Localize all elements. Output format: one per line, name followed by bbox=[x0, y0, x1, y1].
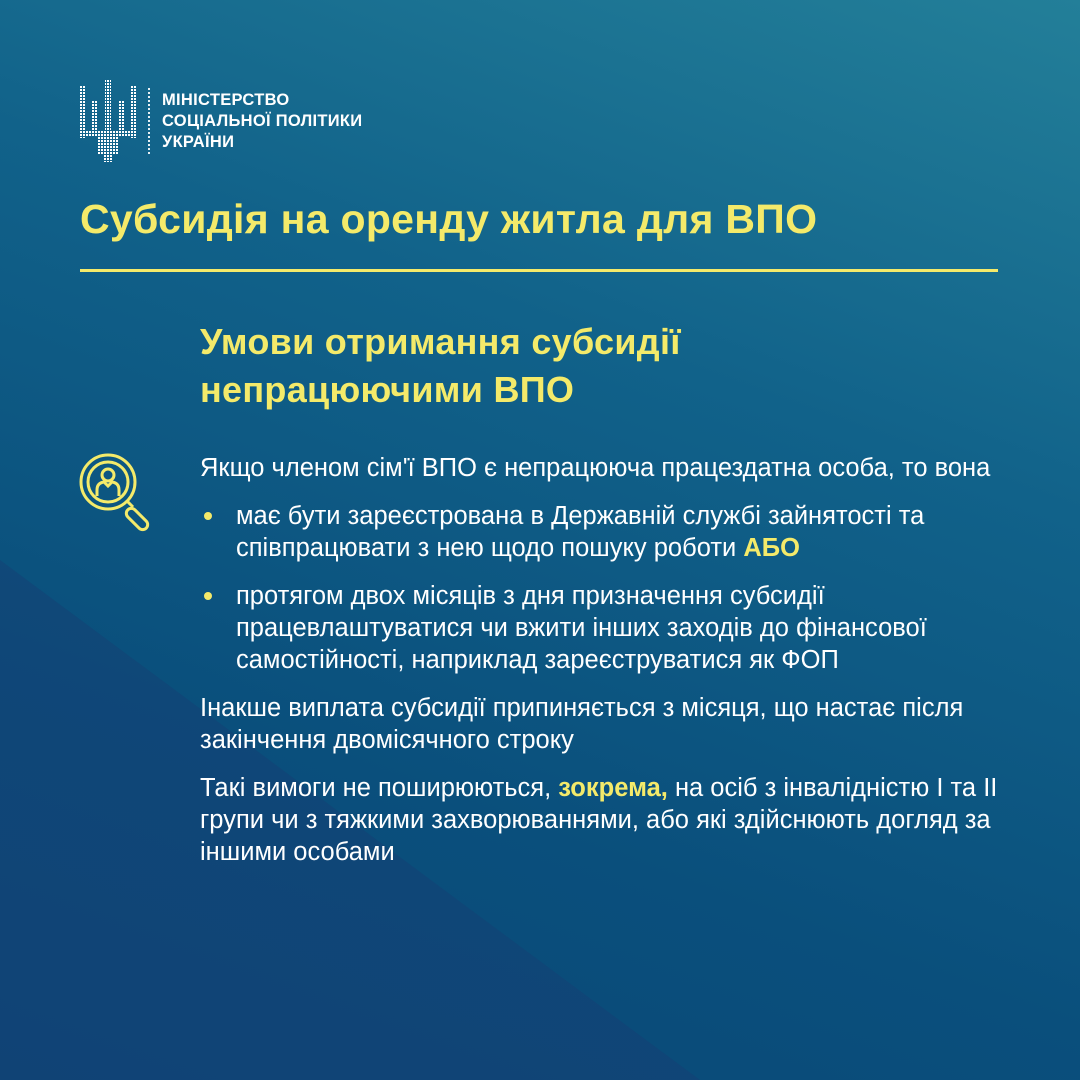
section-subtitle bbox=[200, 318, 681, 414]
bullet-icon bbox=[204, 592, 212, 600]
exceptions-after: на осіб з інвалідністю І та ІІ групи чи з тяжкими захворюваннями, або які здійснюють догляд за іншими особами bbox=[200, 774, 998, 866]
ministry-logo bbox=[80, 80, 362, 162]
list-item bbox=[200, 500, 1020, 564]
exceptions-before: Такі вимоги не поширюються, bbox=[200, 774, 559, 802]
intro-text: Якщо членом сім'ї ВПО є непрацююча працездатна особа, то вона bbox=[200, 454, 991, 482]
exceptions-highlight: зокрема, bbox=[558, 774, 668, 802]
otherwise-text: Інакше виплата субсидії припиняється з місяця, що настає після закінчення двомісячного строку bbox=[200, 694, 964, 754]
title-divider bbox=[80, 269, 998, 272]
list-item bbox=[200, 580, 1020, 676]
logo-divider bbox=[148, 88, 150, 154]
magnifier-person-icon bbox=[76, 450, 162, 536]
bullet-highlight: АБО bbox=[743, 534, 800, 562]
ministry-line: МІНІСТЕРСТВО bbox=[162, 90, 290, 109]
subtitle-line: непрацюючими ВПО bbox=[200, 369, 575, 410]
page-title: Субсидія на оренду житла для ВПО bbox=[80, 196, 818, 242]
bullet-text: протягом двох місяців з дня призначення субсидії працевлаштуватися чи вжити інших заходів до фінансової самостійності, наприклад зареєструватися як ФОП bbox=[236, 582, 927, 674]
ministry-name bbox=[162, 90, 362, 153]
trident-coat-of-arms-icon bbox=[80, 80, 136, 162]
exceptions-text bbox=[200, 772, 1020, 868]
bullet-icon bbox=[204, 512, 212, 520]
subtitle-line: Умови отримання субсидії bbox=[200, 321, 681, 362]
conditions-list bbox=[200, 500, 1020, 676]
ministry-line: УКРАЇНИ bbox=[162, 132, 235, 151]
bullet-text: має бути зареєстрована в Державній службі зайнятості та співпрацювати з нею щодо пошуку роботи bbox=[236, 502, 925, 562]
content-body bbox=[200, 452, 1020, 884]
ministry-line: СОЦІАЛЬНОЇ ПОЛІТИКИ bbox=[162, 111, 363, 130]
